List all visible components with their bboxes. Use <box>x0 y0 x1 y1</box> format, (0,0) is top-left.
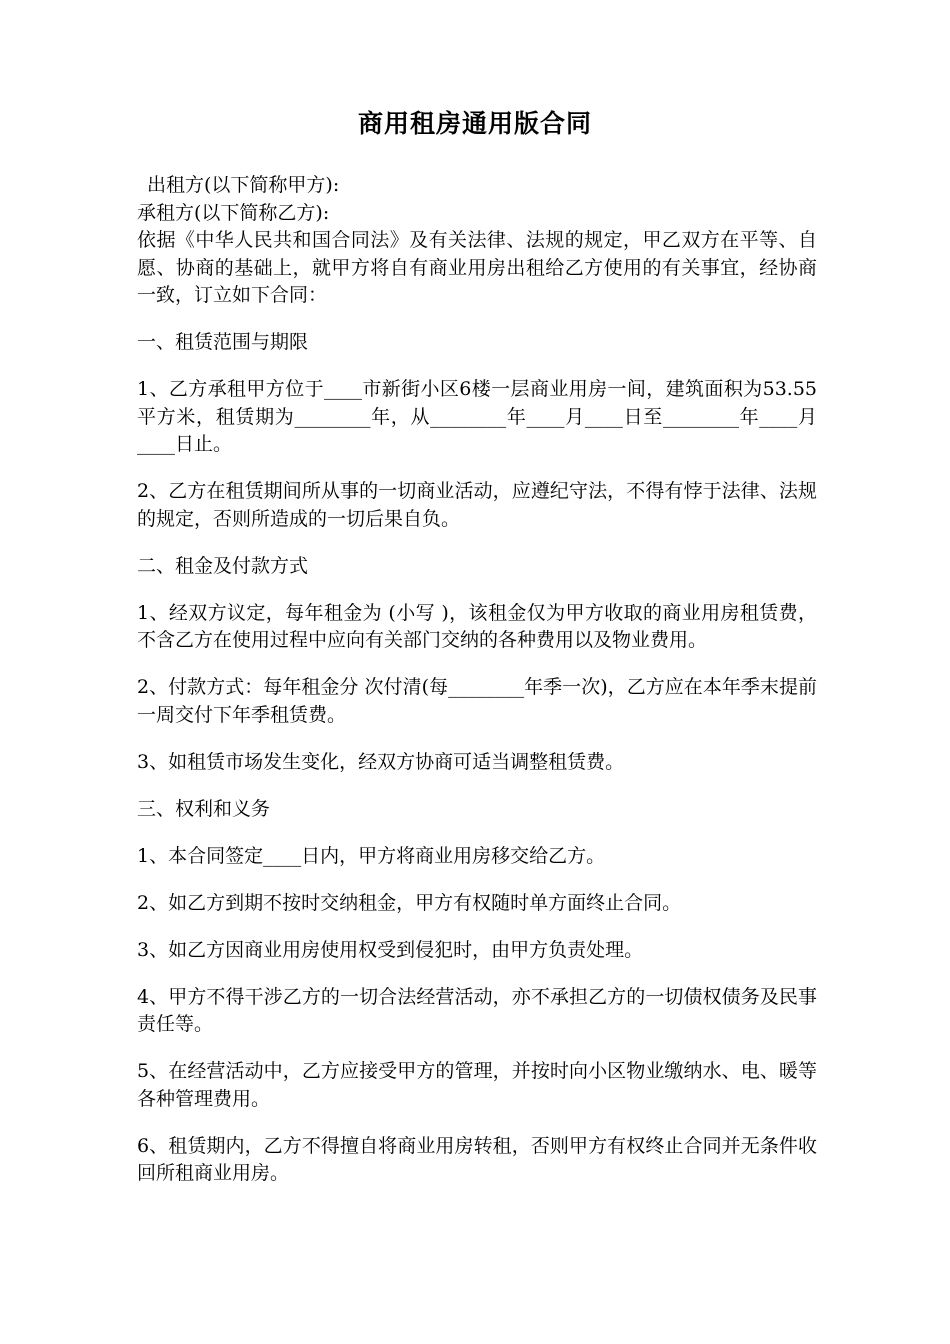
section2-item2: 2、付款方式：每年租金分 次付清(每________年季一次)，乙方应在本年季末提前一周交付下年季租赁费。 <box>137 676 817 726</box>
section3-item6: 6、租赁期内，乙方不得擅自将商业用房转租，否则甲方有权终止合同并无条件收回所租商业用房。 <box>137 1134 817 1184</box>
section1-item1: 1、乙方承租甲方位于____市新街小区6楼一层商业用房一间，建筑面积为53.55平方米，租赁期为________年，从________年____月____日至________年____月____日止。 <box>137 378 817 455</box>
section3-item3: 3、如乙方因商业用房使用权受到侵犯时，由甲方负责处理。 <box>137 938 644 961</box>
section2-heading: 二、租金及付款方式 <box>137 554 309 577</box>
section3-item1: 1、本合同签定____日内，甲方将商业用房移交给乙方。 <box>137 844 606 867</box>
document-body <box>137 172 817 1188</box>
document-title: 商用租房通用版合同 <box>357 109 592 138</box>
section2-item1: 1、经双方议定，每年租金为 (小写 )，该租金仅为甲方收取的商业用房租赁费，不含乙方在使用过程中应向有关部门交纳的各种费用以及物业费用。 <box>137 601 817 651</box>
lessee-line: 承租方(以下简称乙方): <box>137 201 330 224</box>
section1-heading: 一、租赁范围与期限 <box>137 331 309 353</box>
intro-paragraph: 依据《中华人民共和国合同法》及有关法律、法规的规定，甲乙双方在平等、自愿、协商的基础上，就甲方将自有商业用房出租给乙方使用的有关事宜，经协商一致，订立如下合同： <box>137 229 817 306</box>
lessor-line: 出租方(以下简称甲方): <box>147 174 340 196</box>
section3-item5: 5、在经营活动中，乙方应接受甲方的管理，并按时向小区物业缴纳水、电、暖等各种管理费用。 <box>137 1060 817 1110</box>
section2-item3: 3、如租赁市场发生变化，经双方协商可适当调整租赁费。 <box>137 750 625 773</box>
section3-heading: 三、权利和义务 <box>137 797 271 820</box>
section1-item2: 2、乙方在租赁期间所从事的一切商业活动，应遵纪守法，不得有悖于法律、法规的规定，否则所造成的一切后果自负。 <box>137 480 817 530</box>
section3-item2: 2、如乙方到期不按时交纳租金，甲方有权随时单方面终止合同。 <box>137 891 682 914</box>
section3-item4: 4、甲方不得干涉乙方的一切合法经营活动，亦不承担乙方的一切债权债务及民事责任等。 <box>137 985 817 1035</box>
